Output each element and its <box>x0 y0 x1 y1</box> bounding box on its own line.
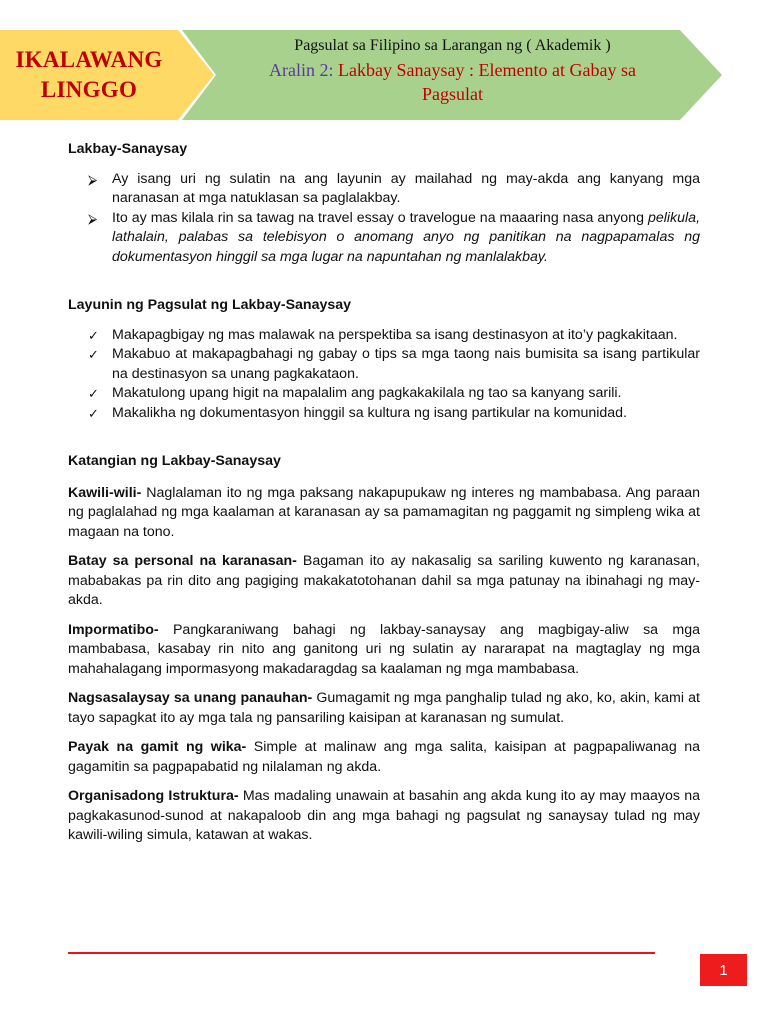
definition-list <box>68 170 700 268</box>
arrow-bullet-icon: ⮚ <box>88 210 98 226</box>
lesson-number: Aralin 2: <box>269 60 334 80</box>
characteristic-text: Simple at malinaw ang mga salita, kaisipan at pagpapaliwanag na gagamitin sa pagpapabatid ng nilalaman ng akda. <box>68 739 700 775</box>
characteristic-term: Organisadong Istruktura- <box>68 788 239 804</box>
section-heading-layunin: Layunin ng Pagsulat ng Lakbay-Sanaysay <box>68 297 352 313</box>
characteristic-term: Payak na gamit ng wika- <box>68 739 247 755</box>
footer-divider <box>68 952 655 954</box>
arrow-bullet-icon: ⮚ <box>88 171 98 187</box>
checkmark-icon: ✓ <box>88 386 99 401</box>
objectives-list <box>68 326 700 424</box>
list-item <box>68 326 700 346</box>
list-item <box>68 404 700 424</box>
list-item-text: Makatulong upang higit na mapalalim ang pagkakakilala ng tao sa kanyang sarili. <box>112 385 622 401</box>
document-body <box>68 140 700 846</box>
lesson-title-line-2: Pagsulat <box>422 84 483 104</box>
section-heading-lakbay-sanaysay: Lakbay-Sanaysay <box>68 141 188 157</box>
page-number: 1 <box>700 954 747 986</box>
list-item-text: Makalikha ng dokumentasyon hinggil sa kultura ng isang partikular na komunidad. <box>112 404 627 421</box>
characteristic-paragraph <box>68 787 700 846</box>
section-heading-katangian: Katangian ng Lakbay-Sanaysay <box>68 453 281 469</box>
list-item <box>68 345 700 384</box>
characteristic-paragraph <box>68 738 700 777</box>
header-banner <box>0 30 768 120</box>
characteristic-term: Kawili-wili- <box>68 484 142 501</box>
list-item-text: Makabuo at makapagbahagi ng gabay o tips sa mga taong nais bumisita sa isang partikular na destinasyon sa unang pagkakataon. <box>112 346 700 382</box>
list-item-text: Makapagbigay ng mas malawak na perspektiba sa isang destinasyon at ito’y pagkakitaan. <box>112 326 678 343</box>
list-item <box>68 170 700 209</box>
characteristic-text: Gumagamit ng mga panghalip tulad ng ako, ko, akin, kami at tayo sapagkat ito ay mga tala ng pansariling kaisipan at karanasan ng sumulat. <box>68 690 700 726</box>
characteristic-paragraph <box>68 552 700 611</box>
list-item <box>68 384 700 404</box>
characteristic-term: Batay sa personal na karanasan- <box>68 553 297 569</box>
week-line-2: LINGGO <box>40 77 138 102</box>
checkmark-icon: ✓ <box>88 347 99 362</box>
characteristic-paragraph <box>68 621 700 680</box>
characteristic-paragraph <box>68 689 700 728</box>
topic-label <box>240 34 665 106</box>
characteristic-term: Nagsasalaysay sa unang panauhan- <box>68 690 313 706</box>
lesson-title <box>240 58 665 82</box>
characteristic-text: Bagaman ito ay nakasalig sa sariling kuwento ng karanasan, mababakas pa rin dito ang pagiging makakatotohanan dahil sa mga patunay na ibinahagi ng may-akda. <box>68 553 700 608</box>
characteristic-paragraph <box>68 484 700 543</box>
checkmark-icon: ✓ <box>88 405 99 421</box>
characteristic-text: Naglalaman ito ng mga paksang nakapupukaw ng interes ng mambabasa. Ang paraan ng paglalahad ng mga kaalaman at karanasan ay sa pamamagitan ng paggamit ng simpleng wika at magaan na tono. <box>68 484 700 540</box>
lesson-title-line-1: Lakbay Sanaysay : Elemento at Gabay sa <box>338 60 636 80</box>
list-item-text: Ay isang uri ng sulatin na ang layunin ay mailahad ng may-akda ang kanyang mga naranasan at mga natuklasan sa paglalakbay. <box>112 170 700 206</box>
characteristic-text: Mas madaling unawain at basahin ang akda kung ito ay may maayos na pagkakasunod-sunod at nakapaloob din ang mga bahagi ng pagsulat ng sanaysay tulad ng may kawili-wiling simula, katawan at wakas. <box>68 788 700 843</box>
list-item-italic-text: pelikula, lathalain, palabas sa telebisyon o anomang anyo ng panitikan na nagpapamalas ng dokumentasyon hinggil sa mga lugar na napuntahan ng manlalakbay. <box>112 209 701 265</box>
list-item <box>68 209 700 268</box>
characteristic-text: Pangkaraniwang bahagi ng lakbay-sanaysay ang magbigay-aliw sa mga mambabasa, kasabay rin nito ang ganitong uri ng sulatin ay nararapat na magtaglay ng mga mahahalagang impormasyong makadaragdag sa kaalaman ng mga mambabasa. <box>68 621 700 677</box>
course-subtitle: Pagsulat sa Filipino sa Larangan ng ( Akademik ) <box>294 37 611 54</box>
characteristic-term: Impormatibo- <box>68 621 159 638</box>
week-line-1: IKALAWANG <box>15 47 163 72</box>
list-item-text: Ito ay mas kilala rin sa tawag na travel essay o travelogue na maaaring nasa anyong <box>112 209 644 226</box>
week-label <box>0 30 178 120</box>
checkmark-icon: ✓ <box>88 327 99 343</box>
